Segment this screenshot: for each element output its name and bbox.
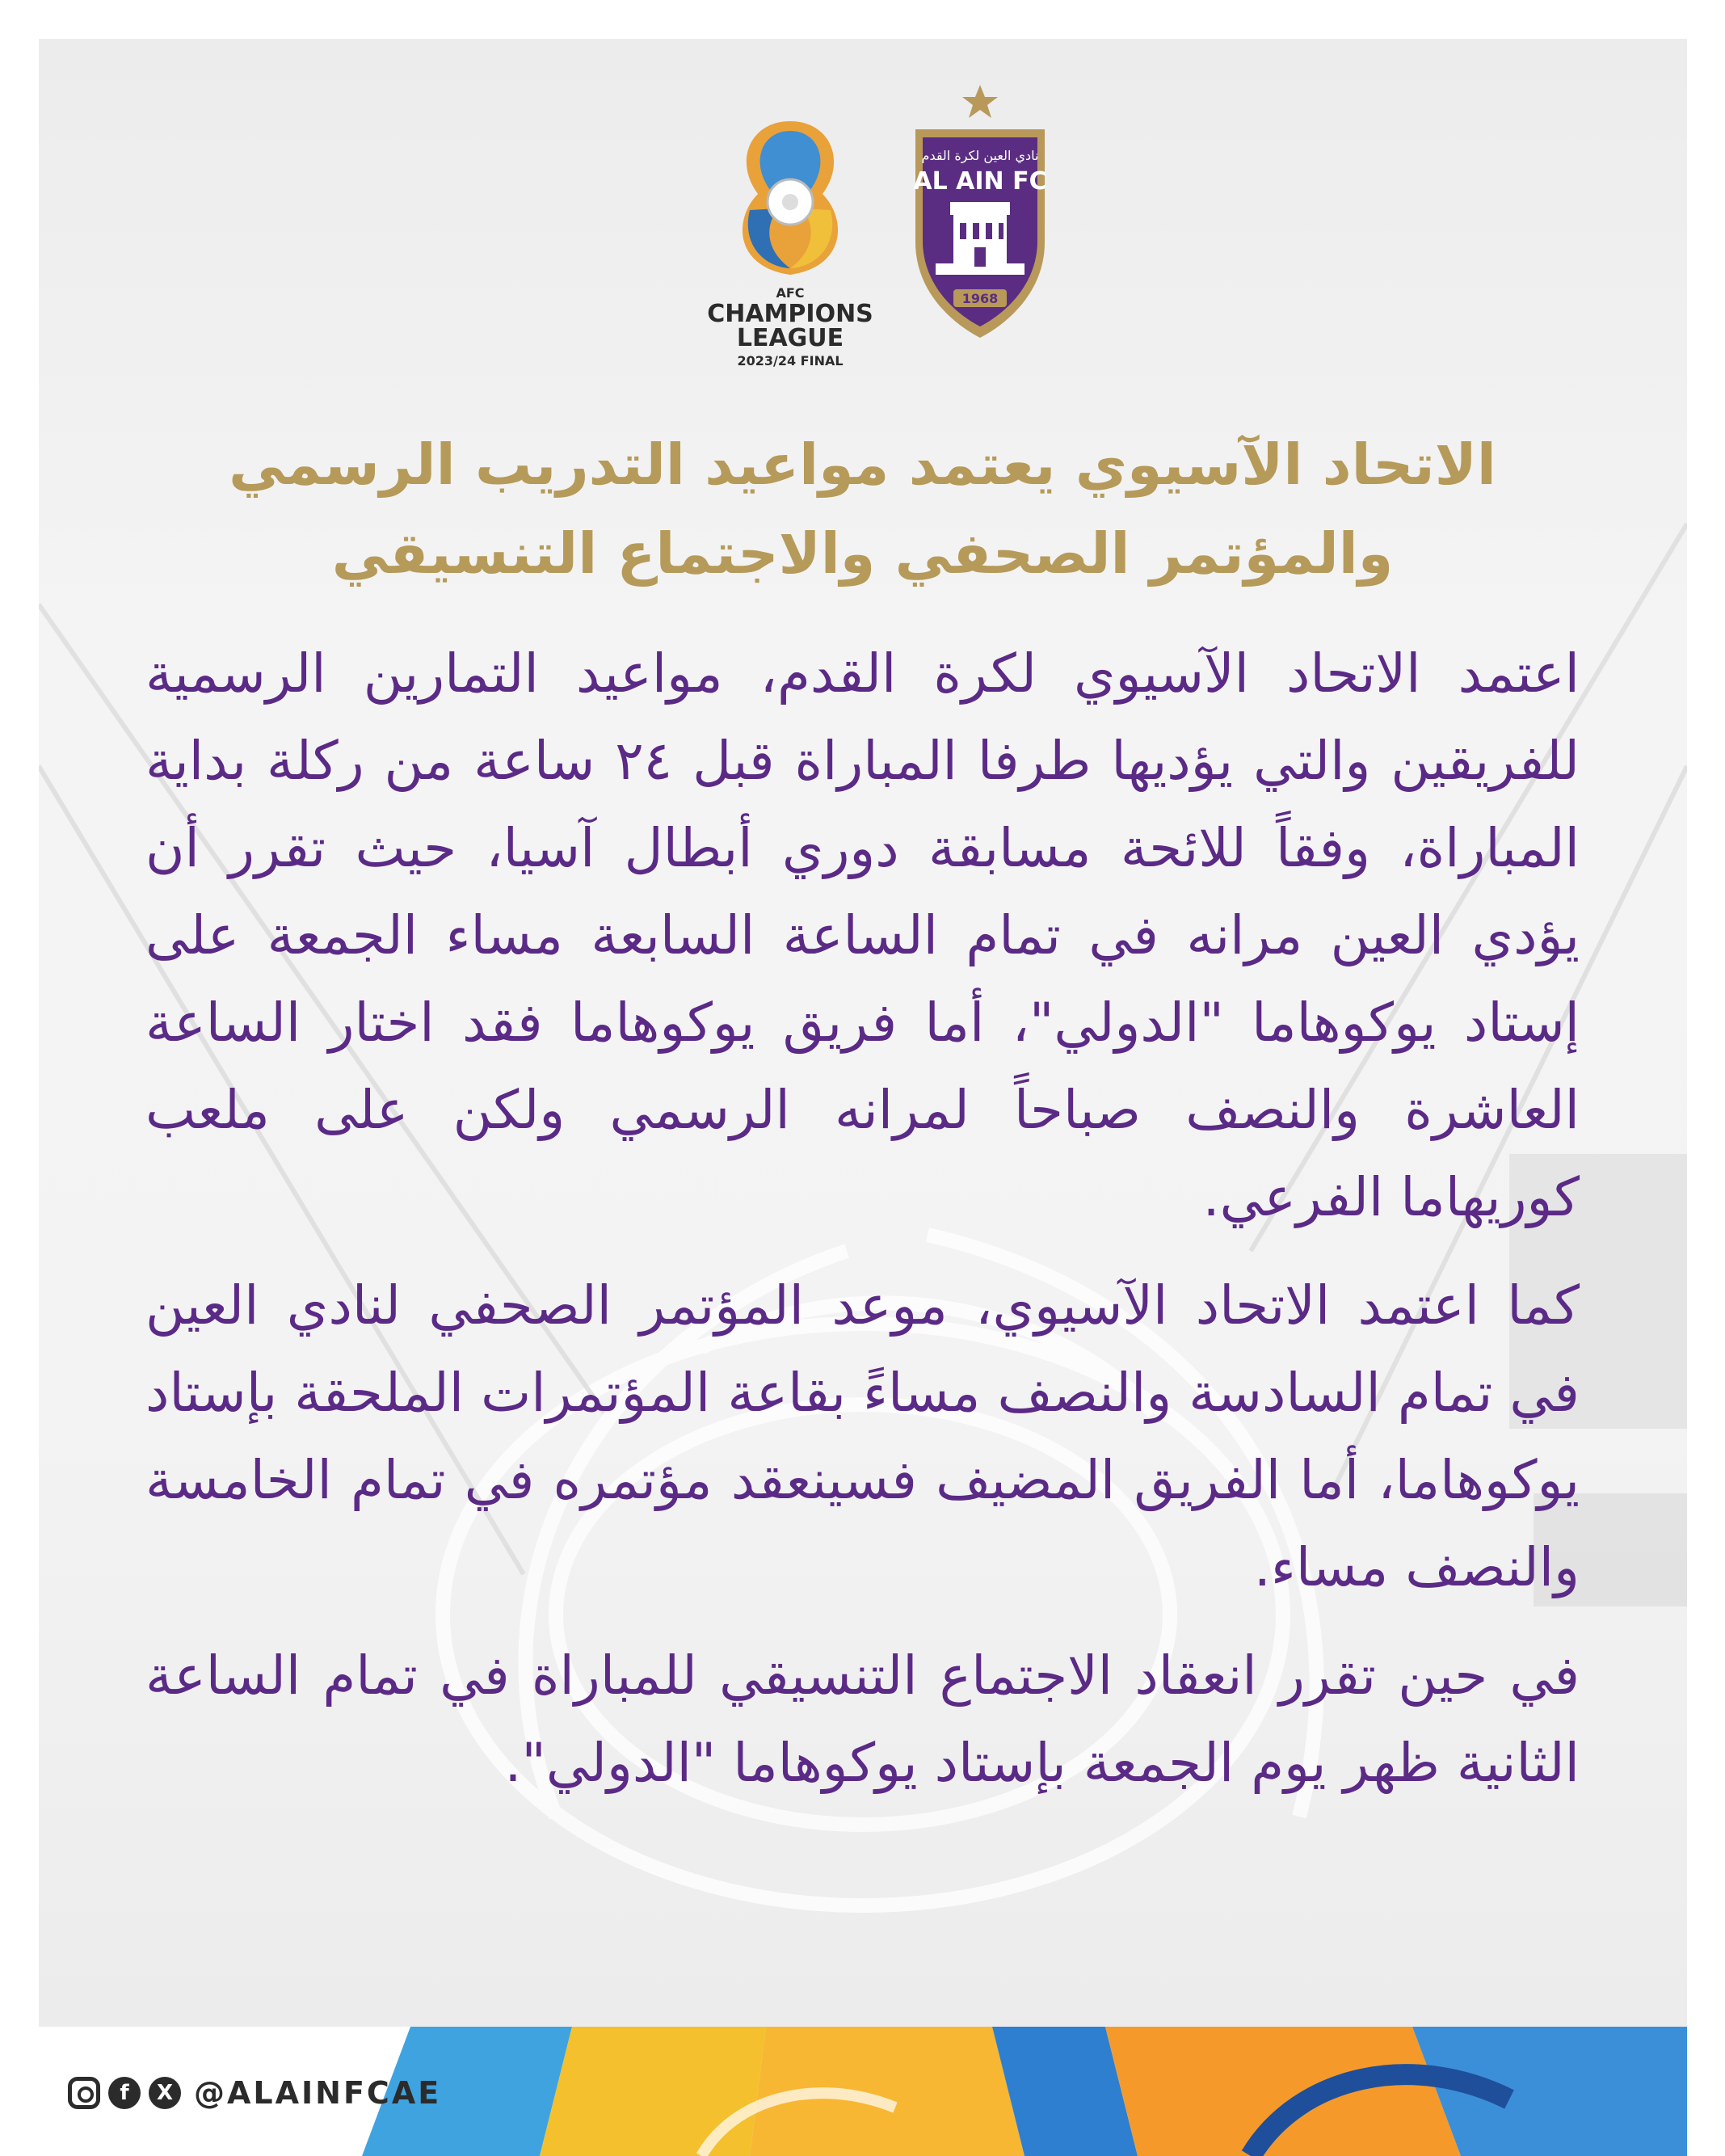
social-handle[interactable]: @ALAINFCAE <box>194 2075 442 2111</box>
headline-line-2: والمؤتمر الصحفي والاجتماع التنسيقي <box>331 520 1394 587</box>
headline-line-1: الاتحاد الآسيوي يعتمد مواعيد التدريب الرسمي <box>229 432 1496 498</box>
facebook-icon[interactable]: f <box>108 2077 141 2109</box>
instagram-icon[interactable] <box>68 2077 100 2109</box>
acl-logo-line2: CHAMPIONS <box>707 300 873 328</box>
logo-row <box>0 81 1725 372</box>
article-body <box>145 630 1580 1828</box>
acl-logo-line1: AFC <box>776 285 805 301</box>
acl-logo-line4: 2023/24 FINAL <box>737 353 844 368</box>
al-ain-fc-crest <box>903 81 1057 347</box>
crest-arabic-name: نادي العين لكرة القدم <box>921 148 1039 163</box>
paragraph-1: اعتمد الاتحاد الآسيوي لكرة القدم، مواعيد التمارين الرسمية للفريقين والتي يؤديها طرفا المباراة قبل ٢٤ ساعة من ركلة بداية المباراة، وفقاً للائحة مسابقة دوري أبطال آسيا، حيث تقرر أن يؤدي العين مرانه في تمام الساعة السابعة مساء الجمعة على إستاد يوكوهاما "الدولي"، أما فريق يوكوهاما فقد اختار الساعة العاشرة والنصف صباحاً لمرانه الرسمي ولكن على ملعب كوريهاما الفرعي. <box>145 642 1580 1228</box>
headline <box>129 420 1596 598</box>
paragraph-2: كما اعتمد الاتحاد الآسيوي، موعد المؤتمر الصحفي لنادي العين في تمام السادسة والنصف مساءً بقاعة المؤتمرات الملحقة بإستاد يوكوهاما، أما الفريق المضيف فسينعقد مؤتمره في تمام الخامسة والنصف مساء. <box>145 1274 1580 1598</box>
crest-club-name: AL AIN FC <box>913 167 1047 196</box>
social-footer <box>68 2069 441 2117</box>
paragraph-3: في حين تقرر انعقاد الاجتماع التنسيقي للمباراة في تمام الساعة الثانية ظهر يوم الجمعة بإستاد يوكوهاما "الدولي". <box>145 1644 1580 1794</box>
acl-logo-line3: LEAGUE <box>736 324 844 352</box>
afc-champions-league-logo <box>701 113 879 372</box>
crest-year: 1968 <box>961 291 999 306</box>
star-icon <box>962 85 998 118</box>
x-icon[interactable]: X <box>149 2077 181 2109</box>
